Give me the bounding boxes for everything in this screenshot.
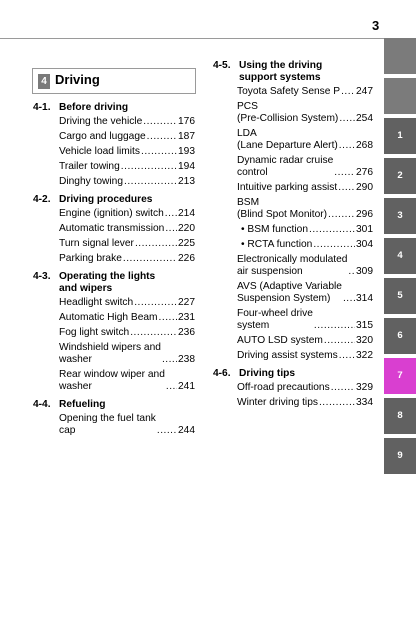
toc-entry[interactable] — [59, 253, 195, 265]
dot-leader — [339, 350, 355, 362]
entry-title: Off-road precautions — [237, 382, 330, 393]
entry-page-number: 290 — [356, 182, 373, 193]
entry-page-number: 176 — [178, 116, 195, 127]
entry-title: Toyota Safety Sense P — [237, 86, 341, 97]
entry-title: Dinghy towing — [59, 176, 123, 187]
dot-leader — [121, 161, 177, 173]
section-heading — [33, 399, 195, 411]
toc-entry[interactable] — [59, 131, 195, 143]
toc-entry[interactable] — [237, 86, 373, 98]
toc-entry[interactable] — [237, 382, 373, 394]
chapter-tab-9[interactable]: 9 — [384, 438, 416, 474]
dot-leader — [343, 293, 355, 305]
chapter-title: Driving — [55, 72, 100, 87]
section-number: 4-1. — [33, 102, 51, 113]
section-title: Refueling — [59, 399, 106, 410]
section-heading — [213, 368, 373, 380]
section-title: Driving procedures — [59, 194, 153, 205]
entry-title: AUTO LSD system — [237, 335, 323, 346]
entry-title: • BSM function — [241, 224, 308, 235]
entry-page-number: 194 — [178, 161, 195, 172]
entry-page-number: 315 — [356, 320, 373, 331]
entry-page-number: 226 — [178, 253, 195, 264]
entry-title: Windshield wipers and washer — [59, 342, 161, 365]
section-title: Driving tips — [239, 368, 296, 379]
toc-entry[interactable] — [59, 161, 195, 173]
entry-title: Parking brake — [59, 253, 122, 264]
dot-leader — [338, 182, 355, 194]
chapter-number-badge: 4 — [38, 74, 50, 89]
dot-leader — [341, 86, 355, 98]
toc-entry[interactable] — [59, 238, 195, 250]
entry-page-number: 329 — [356, 382, 373, 393]
toc-entry[interactable] — [237, 197, 373, 221]
toc-entry[interactable] — [237, 397, 373, 409]
dot-leader — [313, 239, 355, 251]
entry-title: Engine (ignition) switch — [59, 208, 164, 219]
chapter-tab-3[interactable]: 3 — [384, 198, 416, 234]
section-heading — [33, 194, 195, 206]
entry-page-number: 236 — [178, 327, 195, 338]
section-heading — [213, 60, 373, 84]
dot-leader — [331, 382, 355, 394]
section-number: 4-2. — [33, 194, 51, 205]
entry-title: Fog light switch — [59, 327, 130, 338]
entry-title: Driving the vehicle — [59, 116, 143, 127]
toc-entry[interactable] — [59, 176, 195, 188]
dot-leader — [166, 381, 177, 393]
entry-page-number: 238 — [178, 354, 195, 365]
entry-page-number: 296 — [356, 209, 373, 220]
entry-title: LDA (Lane Departure Alert) — [237, 128, 338, 151]
toc-entry[interactable] — [59, 342, 195, 366]
toc-entry[interactable] — [59, 312, 195, 324]
entry-title: Automatic transmission — [59, 223, 165, 234]
section-heading — [33, 102, 195, 114]
entry-page-number: 304 — [356, 239, 373, 250]
entry-title: Trailer towing — [59, 161, 120, 172]
entry-page-number: 241 — [178, 381, 195, 392]
chapter-tab-blank[interactable] — [384, 78, 416, 114]
toc-entry[interactable] — [237, 101, 373, 125]
toc-entry[interactable] — [237, 308, 373, 332]
toc-section — [33, 194, 195, 265]
toc-entry[interactable] — [59, 297, 195, 309]
dot-leader — [309, 224, 355, 236]
chapter-tab-8[interactable]: 8 — [384, 398, 416, 434]
dot-leader — [135, 238, 177, 250]
chapter-tab-6[interactable]: 6 — [384, 318, 416, 354]
dot-leader — [339, 113, 355, 125]
dot-leader — [159, 312, 177, 324]
entry-page-number: 334 — [356, 397, 373, 408]
dot-leader — [339, 140, 355, 152]
toc-section — [33, 102, 195, 188]
dot-leader — [324, 335, 355, 347]
section-title: Using the driving support systems — [239, 60, 323, 83]
section-number: 4-3. — [33, 271, 51, 282]
entry-page-number: 314 — [356, 293, 373, 304]
entry-page-number: 247 — [356, 86, 373, 97]
section-heading — [33, 271, 195, 295]
toc-entry[interactable] — [237, 128, 373, 152]
entry-title: Cargo and luggage — [59, 131, 146, 142]
toc-entry[interactable] — [237, 254, 373, 278]
toc-section — [33, 399, 195, 437]
toc-entry[interactable] — [237, 155, 373, 179]
header-rule — [0, 38, 384, 39]
entry-page-number: 254 — [356, 113, 373, 124]
toc-entry[interactable] — [237, 239, 373, 251]
entry-title: Headlight switch — [59, 297, 134, 308]
entry-title: Four-wheel drive system — [237, 308, 313, 331]
dot-leader — [143, 116, 177, 128]
section-number: 4-4. — [33, 399, 51, 410]
dot-leader — [157, 425, 177, 437]
toc-right-column — [213, 60, 373, 412]
entry-page-number: 225 — [178, 238, 195, 249]
entry-title: BSM (Blind Spot Monitor) — [237, 197, 328, 220]
dot-leader — [328, 209, 355, 221]
chapter-tab-blank[interactable] — [384, 38, 416, 74]
toc-entry[interactable] — [59, 208, 195, 220]
entry-title: Vehicle load limits — [59, 146, 140, 157]
dot-leader — [334, 167, 355, 179]
entry-title: Automatic High Beam — [59, 312, 158, 323]
toc-entry[interactable] — [59, 327, 195, 339]
chapter-tab-5[interactable]: 5 — [384, 278, 416, 314]
entry-page-number: 213 — [178, 176, 195, 187]
chapter-tab-4[interactable]: 4 — [384, 238, 416, 274]
dot-leader — [165, 223, 177, 235]
entry-title: PCS (Pre-Collision System) — [237, 101, 339, 124]
entry-page-number: 220 — [178, 223, 195, 234]
entry-page-number: 214 — [178, 208, 195, 219]
chapter-tabs — [384, 38, 416, 478]
toc-entry[interactable] — [237, 335, 373, 347]
dot-leader — [165, 208, 177, 220]
entry-page-number: 268 — [356, 140, 373, 151]
toc-entry[interactable] — [237, 281, 373, 305]
entry-title: Turn signal lever — [59, 238, 134, 249]
chapter-tab-2[interactable]: 2 — [384, 158, 416, 194]
entry-page-number: 301 — [356, 224, 373, 235]
dot-leader — [134, 297, 177, 309]
dot-leader — [147, 131, 177, 143]
entry-title: Dynamic radar cruise control — [237, 155, 334, 178]
toc-entry[interactable] — [59, 116, 195, 128]
entry-page-number: 309 — [356, 266, 373, 277]
entry-page-number: 187 — [178, 131, 195, 142]
chapter-tab-7[interactable]: 7 — [384, 358, 416, 394]
toc-section — [33, 271, 195, 393]
dot-leader — [314, 320, 355, 332]
toc-entry[interactable] — [237, 224, 373, 236]
dot-leader — [141, 146, 177, 158]
entry-title: AVS (Adaptive Variable Suspension System) — [237, 281, 342, 304]
dot-leader — [348, 266, 355, 278]
dot-leader — [123, 253, 177, 265]
toc-left-column — [33, 102, 195, 440]
entry-title: Opening the fuel tank cap — [59, 413, 156, 436]
toc-entry[interactable] — [59, 223, 195, 235]
entry-page-number: 320 — [356, 335, 373, 346]
toc-entry[interactable] — [59, 146, 195, 158]
entry-page-number: 231 — [178, 312, 195, 323]
section-title: Operating the lights and wipers — [59, 271, 156, 294]
entry-page-number: 276 — [356, 167, 373, 178]
chapter-tab-1[interactable]: 1 — [384, 118, 416, 154]
entry-page-number: 322 — [356, 350, 373, 361]
entry-title: Driving assist systems — [237, 350, 338, 361]
dot-leader — [124, 176, 177, 188]
entry-title: • RCTA function — [241, 239, 313, 250]
toc-section — [213, 60, 373, 362]
entry-title: Electronically modulated air suspension — [237, 254, 348, 277]
entry-page-number: 227 — [178, 297, 195, 308]
toc-entry[interactable] — [59, 369, 195, 393]
entry-page-number: 244 — [178, 425, 195, 436]
dot-leader — [162, 354, 177, 366]
section-number: 4-5. — [213, 60, 231, 71]
entry-page-number: 193 — [178, 146, 195, 157]
toc-entry[interactable] — [59, 413, 195, 437]
entry-title: Intuitive parking assist — [237, 182, 338, 193]
entry-title: Winter driving tips — [237, 397, 318, 408]
section-number: 4-6. — [213, 368, 231, 379]
entry-title: Rear window wiper and washer — [59, 369, 165, 392]
section-title: Before driving — [59, 102, 129, 113]
toc-section — [213, 368, 373, 409]
toc-entry[interactable] — [237, 350, 373, 362]
chapter-header — [32, 68, 196, 94]
dot-leader — [130, 327, 177, 339]
toc-entry[interactable] — [237, 182, 373, 194]
page-number: 3 — [372, 18, 380, 33]
dot-leader — [319, 397, 355, 409]
